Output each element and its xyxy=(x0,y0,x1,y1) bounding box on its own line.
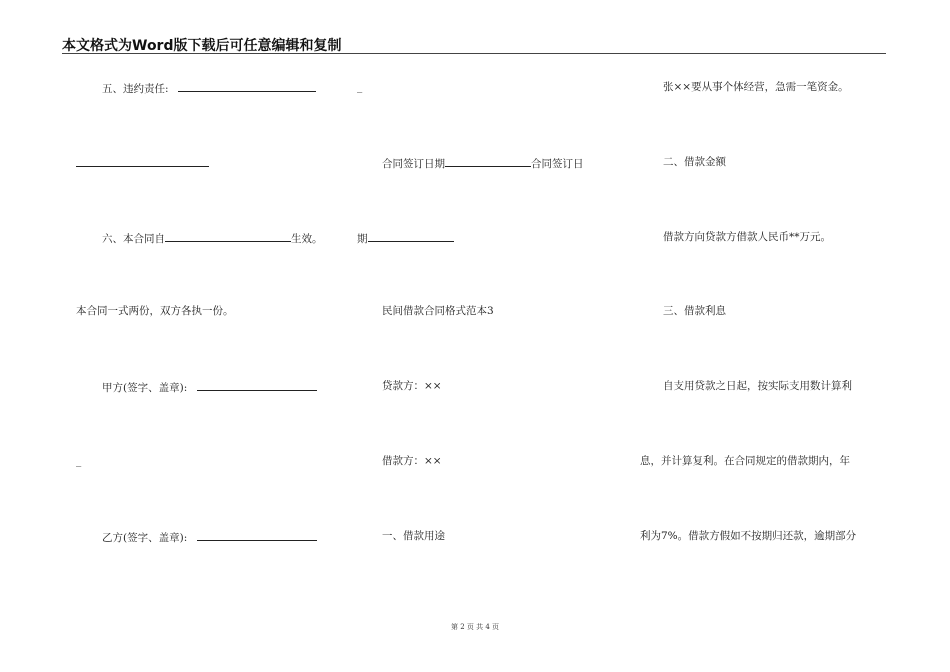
effective-label-b: 生效。 xyxy=(291,233,323,245)
col1-party-b-line xyxy=(102,529,317,545)
underscore-text: _ xyxy=(357,81,363,93)
col3-interest-text-line-3 xyxy=(640,529,856,543)
col2-purpose-heading-line xyxy=(382,529,445,543)
col3-amount-heading-line xyxy=(663,155,726,169)
date-cont-label: 期 xyxy=(357,233,368,245)
signature-underline xyxy=(197,379,317,391)
sign-date-label-b: 合同签订日 xyxy=(531,158,584,170)
page-number-footer: 第 2 页 共 4 页 xyxy=(450,623,500,631)
amount-heading: 二、借款金额 xyxy=(663,156,726,168)
document-header-title: 本文格式为Word版下载后可任意编辑和复制 xyxy=(62,38,342,54)
col1-copies-line xyxy=(76,304,234,318)
lender-text: 贷款方：×× xyxy=(382,380,442,392)
col3-business-line xyxy=(663,80,849,94)
business-text: 张××要从事个体经营，急需一笔资金。 xyxy=(663,81,849,93)
purpose-heading: 一、借款用途 xyxy=(382,530,445,542)
col3-amount-text-line xyxy=(663,230,831,244)
interest-text-2: 息，并计算复利。在合同规定的借款期内，年 xyxy=(640,455,850,467)
col3-interest-text-line-1 xyxy=(663,379,852,393)
interest-text-1: 自支用贷款之日起，按实际支用数计算利 xyxy=(663,380,852,392)
col2-lender-line xyxy=(382,379,442,393)
blank-underline xyxy=(165,230,291,242)
blank-underline xyxy=(368,230,454,242)
col1-party-a-line xyxy=(102,379,317,395)
template-title: 民间借款合同格式范本3 xyxy=(382,305,494,317)
col1-breach-liability-line xyxy=(102,80,316,96)
sign-date-label-a: 合同签订日期 xyxy=(382,158,445,170)
col2-date-cont-line xyxy=(357,230,454,246)
col1-blank-line xyxy=(76,155,209,171)
breach-liability-label: 五、违约责任: xyxy=(102,83,169,95)
borrower-text: 借款方：×× xyxy=(382,455,442,467)
col3-interest-heading-line xyxy=(663,304,726,318)
col2-underscore-line xyxy=(357,80,362,94)
header-divider xyxy=(62,53,886,54)
col2-sign-date-line xyxy=(382,155,584,171)
col2-template-title-line xyxy=(382,304,494,318)
effective-label-a: 六、本合同自 xyxy=(102,233,165,245)
amount-text: 借款方向贷款方借款人民币**万元。 xyxy=(663,231,831,243)
blank-underline xyxy=(76,155,209,167)
underscore-text: _ xyxy=(76,455,82,467)
col2-borrower-line xyxy=(382,454,442,468)
copies-text: 本合同一式两份，双方各执一份。 xyxy=(76,305,234,317)
blank-underline xyxy=(445,155,531,167)
col1-underscore-line xyxy=(76,454,81,468)
signature-underline xyxy=(197,529,317,541)
interest-text-3: 利为7%。借款方假如不按期归还款，逾期部分 xyxy=(640,530,857,542)
interest-heading: 三、借款利息 xyxy=(663,305,726,317)
blank-underline xyxy=(178,80,316,92)
col1-effective-line xyxy=(102,230,323,246)
col3-interest-text-line-2 xyxy=(640,454,850,468)
party-b-label: 乙方(签字、盖章): xyxy=(102,532,188,544)
party-a-label: 甲方(签字、盖章): xyxy=(102,382,188,394)
